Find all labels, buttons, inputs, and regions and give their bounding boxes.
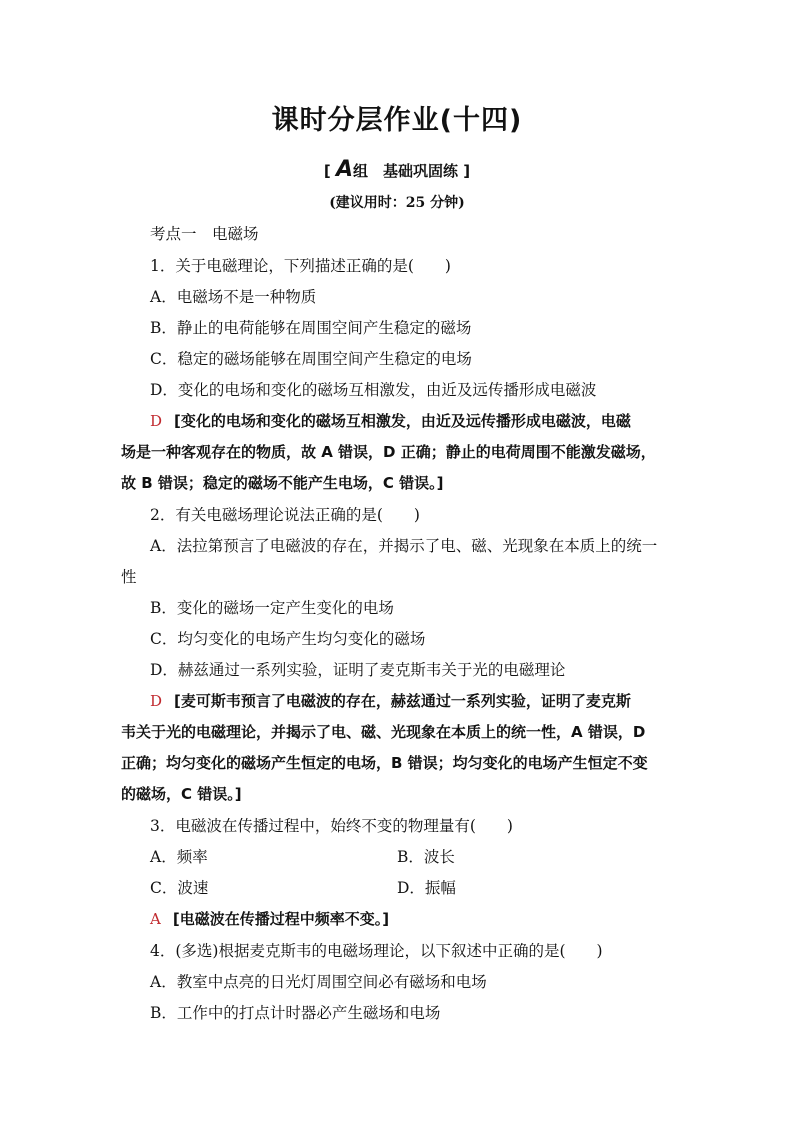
group-bracket-open: [ — [323, 162, 331, 180]
q2-option-a-cont: 性 — [121, 568, 137, 586]
q1-answer-letter: D — [150, 412, 163, 430]
q1-option-c: C．稳定的磁场能够在周围空间产生稳定的电场 — [150, 350, 472, 368]
q1-option-a: A．电磁场不是一种物质 — [150, 288, 317, 306]
group-text: 组 基础巩固练 — [353, 162, 459, 180]
q2-explanation-1: [麦可斯韦预言了电磁波的存在，赫兹通过一系列实验，证明了麦克斯 — [174, 692, 631, 710]
group-letter: A — [335, 157, 353, 182]
q3-answer-letter: A — [150, 910, 161, 928]
q3-explanation-1: [电磁波在传播过程中频率不变。] — [172, 910, 390, 928]
q3-stem: 3．电磁波在传播过程中，始终不变的物理量有( ) — [150, 817, 513, 835]
q3-option-c: C．波速 — [150, 879, 209, 897]
q2-answer-letter: D — [150, 692, 163, 710]
q1-explanation-3: 故 B 错误；稳定的磁场不能产生电场，C 错误。] — [121, 474, 444, 492]
q3-answer — [150, 908, 389, 929]
q1-option-b: B．静止的电荷能够在周围空间产生稳定的磁场 — [150, 319, 472, 337]
q1-stem: 1．关于电磁理论，下列描述正确的是( ) — [150, 257, 451, 275]
q1-answer — [150, 410, 631, 431]
q2-option-c: C．均匀变化的电场产生均匀变化的磁场 — [150, 630, 426, 648]
group-heading — [0, 157, 794, 182]
q2-answer — [150, 690, 631, 711]
q2-explanation-4: 的磁场，C 错误。] — [121, 785, 242, 803]
q1-option-d: D．变化的电场和变化的磁场互相激发，由近及远传播形成电磁波 — [150, 381, 597, 399]
page-title: 课时分层作业(十四) — [271, 105, 523, 136]
q3-option-a: A．频率 — [150, 848, 208, 866]
q4-stem: 4．(多选)根据麦克斯韦的电磁场理论，以下叙述中正确的是( ) — [150, 942, 603, 960]
q2-option-d: D．赫兹通过一系列实验，证明了麦克斯韦关于光的电磁理论 — [150, 661, 566, 679]
q2-option-b: B．变化的磁场一定产生变化的电场 — [150, 599, 394, 617]
q3-option-b: B．波长 — [397, 848, 455, 866]
q2-explanation-2: 韦关于光的电磁理论，并揭示了电、磁、光现象在本质上的统一性，A 错误，D — [121, 723, 646, 741]
q3-option-d: D．振幅 — [397, 879, 456, 897]
q4-option-b: B．工作中的打点计时器必产生磁场和电场 — [150, 1004, 441, 1022]
time-note: (建议用时：25 分钟) — [329, 195, 465, 211]
section-heading: 考点一 电磁场 — [150, 225, 259, 243]
group-bracket-close: ] — [463, 162, 471, 180]
q2-explanation-3: 正确；均匀变化的磁场产生恒定的电场，B 错误；均匀变化的电场产生恒定不变 — [121, 754, 648, 772]
q1-explanation-1: [变化的电场和变化的磁场互相激发，由近及远传播形成电磁波，电磁 — [174, 412, 631, 430]
q2-stem: 2．有关电磁场理论说法正确的是( ) — [150, 506, 420, 524]
q2-option-a: A．法拉第预言了电磁波的存在，并揭示了电、磁、光现象在本质上的统一 — [150, 537, 658, 555]
q4-option-a: A．教室中点亮的日光灯周围空间必有磁场和电场 — [150, 973, 487, 991]
q1-explanation-2: 场是一种客观存在的物质，故 A 错误，D 正确；静止的电荷周围不能激发磁场， — [121, 443, 656, 461]
